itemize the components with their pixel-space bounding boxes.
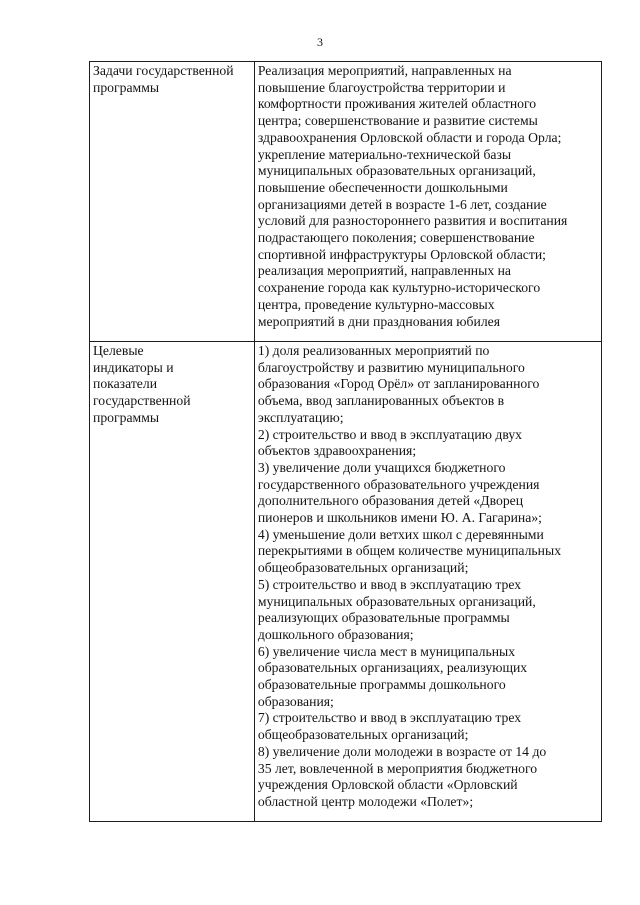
row-value-line: Реализация мероприятий, направленных на <box>257 63 512 78</box>
row-value-cell <box>254 62 601 342</box>
row-value-line: подрастающего поколения; совершенствование <box>257 230 535 246</box>
row-value-line: 6) увеличение числа мест в муниципальных <box>257 643 516 659</box>
row-value-line: муниципальных образовательных организаций, <box>257 593 536 609</box>
row-value-cell <box>254 342 601 822</box>
row-value-line: учреждения Орловской области «Орловский <box>257 777 518 793</box>
row-value-line: общеобразовательных организаций; <box>257 727 469 743</box>
row-value-line: пионеров и школьников имени Ю. А. Гагарина»; <box>257 510 542 526</box>
row-value-line: укрепление материально-технической базы <box>257 146 512 162</box>
row-label-cell <box>90 62 255 342</box>
row-value-line: областной центр молодежи «Полет»; <box>257 793 474 809</box>
row-value-line: перекрытиями в общем количестве муниципальных <box>257 543 562 559</box>
program-passport-table <box>89 61 602 822</box>
row-value-line: реализация мероприятий, направленных на <box>257 263 511 279</box>
row-label-line: программы <box>93 79 160 95</box>
row-value-line: условий для разностороннего развития и воспитания <box>257 213 568 229</box>
row-value-line: дошкольного образования; <box>257 626 414 642</box>
table-row-program-tasks <box>90 62 602 342</box>
row-value-line: образования; <box>257 693 334 709</box>
row-value-line: 8) увеличение доли молодежи в возрасте от 14 до <box>257 743 547 759</box>
row-value-line: центра; совершенствование и развитие системы <box>257 113 538 129</box>
table-row-target-indicators <box>90 342 602 822</box>
row-value-line: повышение обеспеченности дошкольными <box>257 179 508 195</box>
row-value-line: 5) строительство и ввод в эксплуатацию трех <box>257 576 522 592</box>
row-value-line: общеобразовательных организаций; <box>257 560 469 576</box>
row-value-line: 1) доля реализованных мероприятий по <box>257 343 490 358</box>
row-label-line: Целевые <box>93 343 144 358</box>
page-number: 3 <box>317 35 323 49</box>
row-value-line: 7) строительство и ввод в эксплуатацию трех <box>257 710 522 726</box>
row-label-line: государственной <box>93 393 191 409</box>
row-value-line: 2) строительство и ввод в эксплуатацию двух <box>257 426 523 442</box>
row-label-line: Задачи государственной <box>93 63 234 78</box>
row-value-line: эксплуатацию; <box>257 409 344 425</box>
row-value-line: муниципальных образовательных организаций, <box>257 163 536 179</box>
row-value-line: объема, ввод запланированных объектов в <box>257 393 505 409</box>
row-value-line: сохранение города как культурно-исторического <box>257 280 541 296</box>
row-value-line: 4) уменьшение доли ветхих школ с деревянными <box>257 526 544 542</box>
row-value-line: организациями детей в возрасте 1-6 лет, создание <box>257 196 547 212</box>
row-value-line: 35 лет, вовлеченной в мероприятия бюджетного <box>257 760 538 776</box>
row-value-line: реализующих образовательные программы <box>257 610 510 626</box>
row-value-line: благоустройству и развитию муниципального <box>257 359 525 375</box>
row-label-cell <box>90 342 255 822</box>
row-label-line: показатели <box>93 376 158 392</box>
row-value-line: мероприятий в дни празднования юбилея <box>257 313 501 329</box>
row-value-line: здравоохранения Орловской области и города Орла; <box>257 129 562 145</box>
row-label-line: программы <box>93 409 160 425</box>
row-value-line: спортивной инфраструктуры Орловской области; <box>257 246 546 262</box>
row-label-line: индикаторы и <box>93 359 174 375</box>
row-value-line: образования «Город Орёл» от запланированного <box>257 376 540 392</box>
row-value-line: комфортности проживания жителей областного <box>257 96 537 112</box>
row-value-line: образовательные программы дошкольного <box>257 677 506 693</box>
row-value-line: центра, проведение культурно-массовых <box>257 296 495 312</box>
row-value-line: 3) увеличение доли учащихся бюджетного <box>257 459 506 475</box>
row-value-line: объектов здравоохранения; <box>257 443 417 459</box>
row-value-line: повышение благоустройства территории и <box>257 79 506 95</box>
row-value-line: дополнительного образования детей «Дворец <box>257 493 524 509</box>
row-value-line: государственного образовательного учреждения <box>257 476 540 492</box>
row-value-line: образовательных организациях, реализующих <box>257 660 528 676</box>
